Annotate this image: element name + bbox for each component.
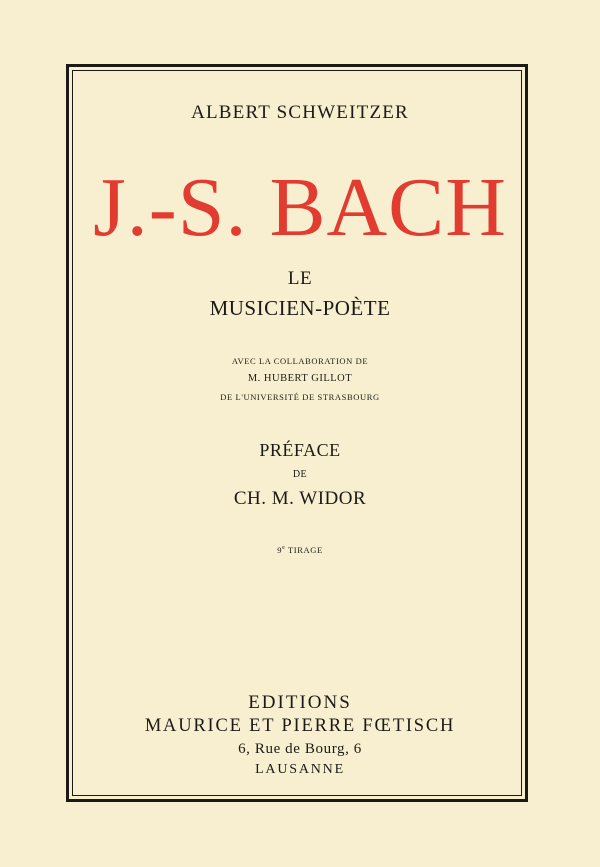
preface-author: CH. M. WIDOR	[233, 488, 367, 509]
printing-suffix: e	[282, 545, 286, 552]
author-name: ALBERT SCHWEITZER	[191, 102, 409, 123]
publisher-city: LAUSANNE	[255, 762, 345, 777]
collaboration-intro: AVEC LA COLLABORATION DE	[231, 356, 369, 366]
printing-number: 9	[277, 545, 283, 555]
book-title: J.-S. BACH	[93, 161, 507, 254]
collaborator-affiliation: DE L'UNIVERSITÉ DE STRASBOURG	[220, 392, 380, 402]
subtitle-line-2: MUSICIEN-POÈTE	[209, 296, 391, 320]
preface-label: PRÉFACE	[259, 440, 341, 460]
preface-de: DE	[292, 469, 308, 480]
subtitle-line-1: LE	[287, 268, 313, 289]
printing-edition	[0, 545, 600, 555]
collaborator-name: M. HUBERT GILLOT	[247, 373, 353, 384]
publisher-address: 6, Rue de Bourg, 6	[238, 741, 362, 757]
printing-label: TIRAGE	[287, 545, 323, 555]
publisher-name: MAURICE ET PIERRE FŒTISCH	[144, 716, 456, 736]
publisher-editions: EDITIONS	[248, 692, 352, 713]
